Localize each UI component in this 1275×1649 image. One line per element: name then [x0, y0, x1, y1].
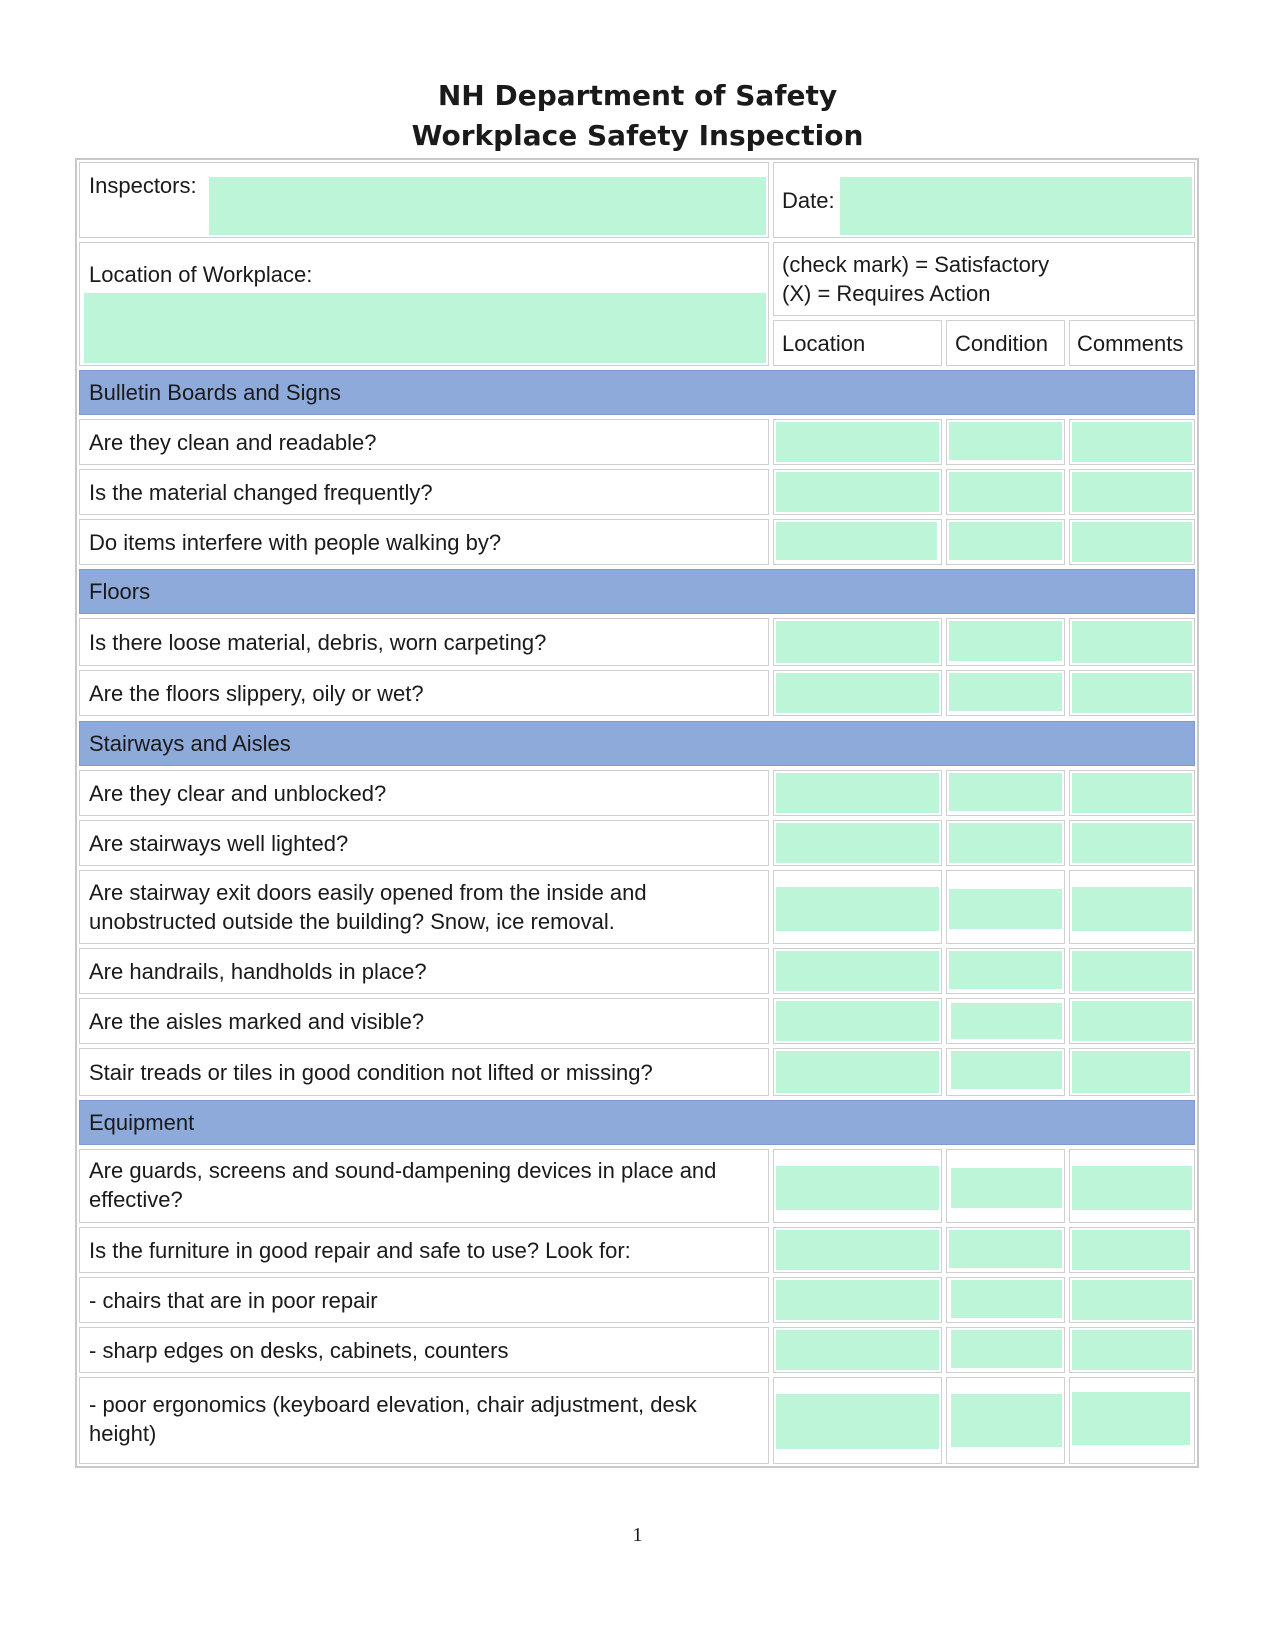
condition-check-cell[interactable]	[946, 419, 1065, 465]
comments-cell[interactable]	[1069, 1149, 1195, 1223]
legend-satisfactory: (check mark) = Satisfactory	[782, 252, 1050, 277]
condition-check-cell[interactable]	[946, 1377, 1065, 1464]
location-check-cell[interactable]	[773, 519, 942, 565]
column-label-comments: Comments	[1077, 331, 1184, 356]
question-row	[79, 1048, 769, 1096]
location-check-cell[interactable]	[773, 870, 942, 944]
location-check-cell[interactable]	[773, 469, 942, 515]
question-text: Are guards, screens and sound-dampening devices in place and effective?	[89, 1158, 717, 1212]
column-header-comments	[1069, 320, 1195, 366]
condition-check-cell[interactable]	[946, 1149, 1065, 1223]
document-subtitle: Workplace Safety Inspection	[411, 119, 864, 152]
legend-requires-action: (X) = Requires Action	[782, 281, 991, 306]
section-header-bulletin-boards	[79, 370, 1195, 415]
location-check-cell[interactable]	[773, 1227, 942, 1273]
location-check-cell[interactable]	[773, 419, 942, 465]
location-cell	[79, 242, 769, 366]
question-row	[79, 1227, 769, 1273]
question-row	[79, 1277, 769, 1323]
section-header-stairways	[79, 721, 1195, 766]
question-row	[79, 519, 769, 565]
question-text: Is the furniture in good repair and safe to use? Look for:	[89, 1238, 631, 1263]
question-row	[79, 998, 769, 1044]
location-check-cell[interactable]	[773, 1377, 942, 1464]
comments-cell[interactable]	[1069, 948, 1195, 994]
date-field[interactable]	[840, 177, 1192, 235]
question-text: Stair treads or tiles in good condition not lifted or missing?	[89, 1060, 653, 1085]
inspectors-cell	[79, 162, 769, 238]
question-text: - poor ergonomics (keyboard elevation, chair adjustment, desk height)	[89, 1392, 697, 1446]
date-cell	[773, 162, 1195, 238]
question-text: Are they clean and readable?	[89, 430, 377, 455]
condition-check-cell[interactable]	[946, 948, 1065, 994]
location-check-cell[interactable]	[773, 770, 942, 816]
location-check-cell[interactable]	[773, 1048, 942, 1096]
comments-cell[interactable]	[1069, 1048, 1195, 1096]
comments-cell[interactable]	[1069, 1327, 1195, 1373]
question-text: Are stairway exit doors easily opened from the inside and unobstructed outside the building? Snow, ice removal.	[89, 880, 647, 934]
comments-cell[interactable]	[1069, 998, 1195, 1044]
condition-check-cell[interactable]	[946, 469, 1065, 515]
location-check-cell[interactable]	[773, 948, 942, 994]
comments-cell[interactable]	[1069, 820, 1195, 866]
question-text: Are handrails, handholds in place?	[89, 959, 427, 984]
condition-check-cell[interactable]	[946, 1227, 1065, 1273]
condition-check-cell[interactable]	[946, 618, 1065, 666]
question-text: Is there loose material, debris, worn carpeting?	[89, 630, 547, 655]
question-row	[79, 1327, 769, 1373]
question-text: Are the floors slippery, oily or wet?	[89, 681, 424, 706]
section-title: Stairways and Aisles	[89, 731, 291, 756]
section-title: Equipment	[89, 1110, 195, 1135]
question-text: Are stairways well lighted?	[89, 831, 349, 856]
location-field[interactable]	[84, 293, 766, 363]
question-row	[79, 870, 769, 944]
column-header-location	[773, 320, 942, 366]
question-text: Is the material changed frequently?	[89, 480, 433, 505]
question-text: Do items interfere with people walking by?	[89, 530, 502, 555]
section-title: Floors	[89, 579, 151, 604]
location-check-cell[interactable]	[773, 1149, 942, 1223]
condition-check-cell[interactable]	[946, 1277, 1065, 1323]
question-text: - chairs that are in poor repair	[89, 1288, 378, 1313]
comments-cell[interactable]	[1069, 469, 1195, 515]
comments-cell[interactable]	[1069, 670, 1195, 716]
question-row	[79, 770, 769, 816]
inspectors-label: Inspectors:	[89, 173, 197, 198]
condition-check-cell[interactable]	[946, 870, 1065, 944]
condition-check-cell[interactable]	[946, 820, 1065, 866]
date-label: Date:	[782, 188, 835, 213]
document-title: NH Department of Safety	[437, 79, 838, 112]
comments-cell[interactable]	[1069, 1227, 1195, 1273]
question-row	[79, 618, 769, 666]
comments-cell[interactable]	[1069, 618, 1195, 666]
location-check-cell[interactable]	[773, 618, 942, 666]
question-row	[79, 419, 769, 465]
page-number: 1	[632, 1524, 643, 1546]
question-row	[79, 1149, 769, 1223]
comments-cell[interactable]	[1069, 870, 1195, 944]
inspectors-field[interactable]	[209, 177, 766, 235]
column-label-location: Location	[782, 331, 866, 356]
question-text: Are the aisles marked and visible?	[89, 1009, 425, 1034]
condition-check-cell[interactable]	[946, 1048, 1065, 1096]
question-row	[79, 820, 769, 866]
question-text: Are they clear and unblocked?	[89, 781, 387, 806]
condition-check-cell[interactable]	[946, 519, 1065, 565]
condition-check-cell[interactable]	[946, 1327, 1065, 1373]
column-label-condition: Condition	[955, 331, 1048, 356]
section-header-equipment	[79, 1100, 1195, 1145]
location-check-cell[interactable]	[773, 1327, 942, 1373]
location-check-cell[interactable]	[773, 820, 942, 866]
question-row	[79, 1377, 769, 1464]
comments-cell[interactable]	[1069, 419, 1195, 465]
condition-check-cell[interactable]	[946, 770, 1065, 816]
question-text: - sharp edges on desks, cabinets, counters	[89, 1338, 509, 1363]
location-check-cell[interactable]	[773, 1277, 942, 1323]
comments-cell[interactable]	[1069, 1377, 1195, 1464]
condition-check-cell[interactable]	[946, 998, 1065, 1044]
question-row	[79, 469, 769, 515]
column-header-condition	[946, 320, 1065, 366]
question-row	[79, 948, 769, 994]
section-title: Bulletin Boards and Signs	[89, 380, 341, 405]
condition-check-cell[interactable]	[946, 670, 1065, 716]
section-header-floors	[79, 569, 1195, 614]
comments-cell[interactable]	[1069, 519, 1195, 565]
location-label: Location of Workplace:	[89, 262, 313, 287]
location-check-cell[interactable]	[773, 670, 942, 716]
question-row	[79, 670, 769, 716]
comments-cell[interactable]	[1069, 770, 1195, 816]
comments-cell[interactable]	[1069, 1277, 1195, 1323]
legend-cell	[773, 242, 1195, 316]
location-check-cell[interactable]	[773, 998, 942, 1044]
